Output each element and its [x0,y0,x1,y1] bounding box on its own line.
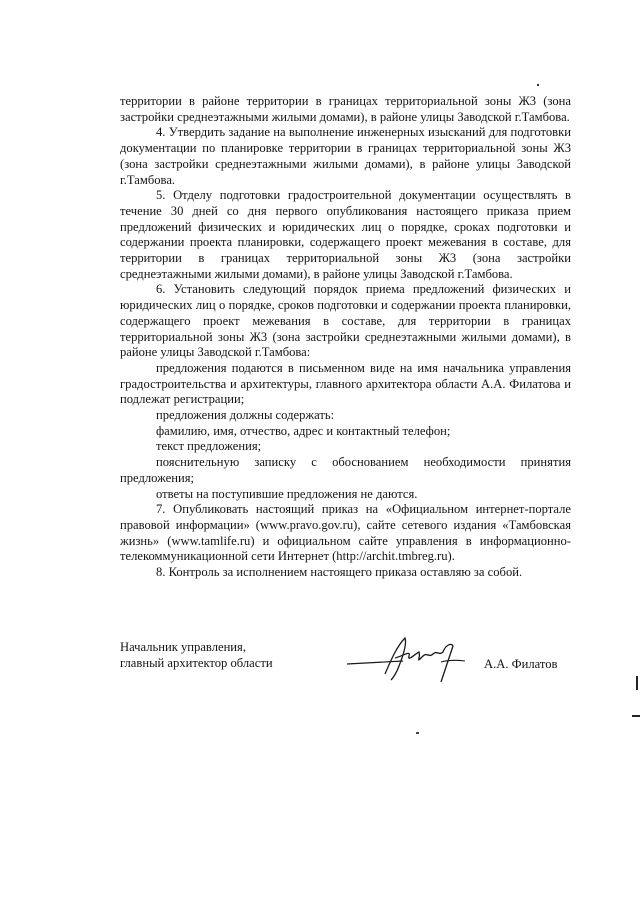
signatory-position-line2: главный архитектор области [120,655,273,670]
scan-edge-mark [632,715,640,717]
scan-speck [537,84,539,86]
paragraph-must-contain: предложения должны содержать: [156,408,335,423]
signatory-position [120,640,273,671]
paragraph-explanatory-note: пояснительную записку с обоснованием необходимости принятия предложения; [120,455,571,485]
paragraph-item-5: 5. Отделу подготовки градостроительной документации осуществлять в течение 30 дней со дня первого опубликования настоящего приказа прием предложений физических и юридических лиц о порядке, сроках подготовки и содержании проекта планировки, содержащего проект межевания в составе, для территории в границах территориальной зоны Ж3 (зона застройки среднеэтажными жилыми домами), в районе улицы Заводской г.Тамбова. [120,188,571,281]
paragraph-no-replies: ответы на поступившие предложения не даются. [156,486,418,501]
paragraph-full-name: фамилию, имя, отчество, адрес и контактный телефон; [156,423,451,438]
paragraph-item-6: 6. Установить следующий порядок приема предложений физических и юридических лиц о порядке, сроков подготовки и содержании проекта планировки, содержащего проект межевания в составе, для территории в границах территориальной зоны Ж3 (зона застройки среднеэтажными жилыми домами), в районе улицы Заводской г.Тамбова: [120,282,571,360]
signatory-position-line1: Начальник управления, [120,640,246,654]
paragraph-continuation: территории в районе территории в границах территориальной зоны Ж3 (зона застройки среднеэтажными жилыми домами), в районе улицы Заводской г.Тамбова. [120,94,571,124]
paragraph-item-8: 8. Контроль за исполнением настоящего приказа оставляю за собой. [156,565,523,580]
paragraph-proposal-text: текст предложения; [156,439,262,454]
scan-edge-mark [636,676,638,690]
signatory-name: А.А. Филатов [484,657,558,671]
document-body [120,94,571,581]
paragraph-item-7: 7. Опубликовать настоящий приказ на «Официальном интернет-портале правовой информации» (www.pravo.gov.ru), сайте сетевого издания «Тамбовская жизнь» (www.tamlife.ru) и официальном сайте управления в информационно-телекоммуникационной сети Интернет (http://archit.tmbreg.ru). [120,502,571,564]
scan-speck [416,732,419,734]
paragraph-submission-form: предложения подаются в письменном виде на имя начальника управления градостроительства и архитектуры, главного архитектора области А.А. Филатова и подлежат регистрации; [120,360,571,407]
handwritten-signature [345,630,475,690]
paragraph-item-4: 4. Утвердить задание на выполнение инженерных изысканий для подготовки документации по планировке территории в границах территориальной зоны Ж3 (зона застройки среднеэтажными жилыми домами), в районе улицы Заводской г.Тамбова. [120,125,571,187]
